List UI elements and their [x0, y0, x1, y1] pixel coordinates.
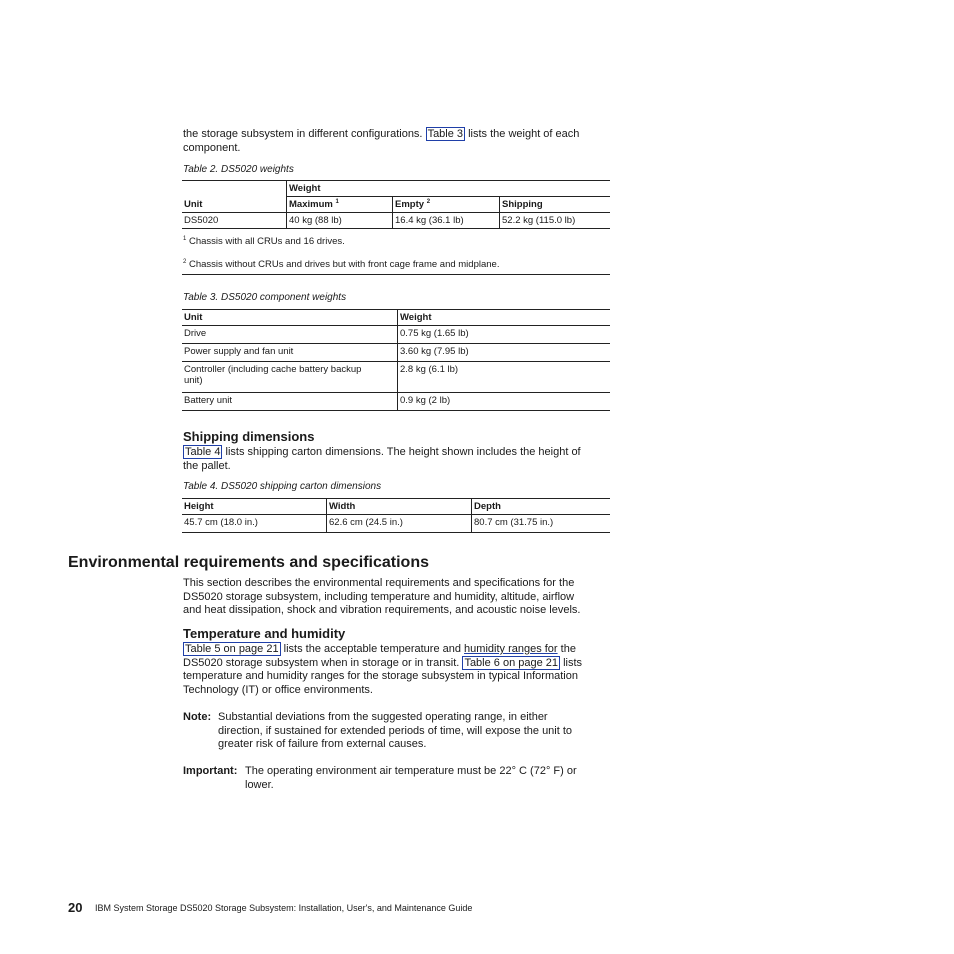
- important-line-2: lower.: [245, 779, 274, 791]
- col-unit: Unit: [184, 198, 203, 210]
- shipping-line-2: the pallet.: [183, 460, 231, 472]
- env-line-1: This section describes the environmental requirements and specifications for the: [183, 577, 575, 589]
- intro-text-end: lists the weight of each: [468, 128, 580, 140]
- table-3-caption: Table 3. DS5020 component weights: [183, 292, 347, 303]
- temp-line-2: DS5020 storage subsystem when in storage or in transit. Table 6 on page 21 lists: [183, 657, 583, 669]
- temp-line-3: temperature and humidity ranges for the storage subsystem in typical Information: [183, 670, 578, 682]
- shipping-heading: Shipping dimensions: [183, 429, 315, 444]
- table-3-link[interactable]: Table 3: [427, 128, 464, 140]
- intro-text: the storage subsystem in different configurations.: [183, 128, 423, 140]
- important-line-1: The operating environment air temperature must be 22° C (72° F) or: [245, 765, 577, 777]
- intro-line-1: [183, 128, 579, 142]
- table-row: DS5020 40 kg (88 lb) 16.4 kg (36.1 lb) 52.2 kg (115.0 lb): [182, 213, 610, 229]
- table-6-link[interactable]: Table 6 on page 21: [464, 657, 559, 669]
- note-line-3: greater risk of failure from external causes.: [218, 738, 427, 750]
- table-row: Drive 0.75 kg (1.65 lb): [182, 326, 610, 344]
- footer-title: IBM System Storage DS5020 Storage Subsystem: Installation, User's, and Maintenance Guide: [95, 903, 473, 913]
- table-2-bottom-rule: [182, 274, 610, 275]
- important-label: Important:: [183, 765, 238, 777]
- environmental-heading: Environmental requirements and specifications: [68, 554, 429, 571]
- table-3: [182, 309, 610, 411]
- weight-group-header: Weight: [287, 181, 611, 197]
- table-4: [182, 498, 610, 533]
- table-row: Battery unit 0.9 kg (2 lb): [182, 393, 610, 411]
- table-4-link[interactable]: Table 4: [185, 446, 221, 458]
- col-width: Width: [327, 499, 472, 515]
- humidity-ranges-link[interactable]: humidity ranges for: [464, 643, 558, 655]
- page-number: 20: [68, 900, 83, 915]
- intro-line-2: component.: [183, 142, 241, 154]
- table-2-footnote-2: $^2$ Chassis without CRUs and drives but with front cage frame and midplane.: [183, 258, 500, 270]
- env-line-3: and heat dissipation, shock and vibration requirements, and acoustic noise levels.: [183, 604, 581, 616]
- env-line-2: DS5020 storage subsystem, including temperature and humidity, altitude, airflow: [183, 591, 575, 603]
- table-row: Controller (including cache battery backup unit) 2.8 kg (6.1 lb): [182, 362, 610, 393]
- shipping-line-1: Table 4 lists shipping carton dimensions. The height shown includes the height of: [185, 446, 581, 458]
- col-height: Height: [184, 501, 214, 512]
- col-unit: Unit: [184, 312, 203, 323]
- table-2-caption: Table 2. DS5020 weights: [183, 164, 294, 175]
- note-line-1: Substantial deviations from the suggested operating range, in either: [218, 711, 548, 723]
- temperature-heading: Temperature and humidity: [183, 626, 346, 641]
- col-weight: Weight: [398, 310, 611, 326]
- temp-line-1: Table 5 on page 21 lists the acceptable temperature and humidity ranges for the: [185, 643, 576, 655]
- table-4-caption: Table 4. DS5020 shipping carton dimensions: [183, 481, 382, 492]
- table-row: Power supply and fan unit 3.60 kg (7.95 lb): [182, 344, 610, 362]
- table-2: [182, 180, 610, 229]
- table-row: 45.7 cm (18.0 in.) 62.6 cm (24.5 in.) 80.7 cm (31.75 in.): [182, 515, 610, 533]
- col-empty: Empty $^2$: [393, 197, 500, 213]
- col-depth: Depth: [472, 499, 611, 515]
- temp-line-4: Technology (IT) or office environments.: [183, 684, 373, 696]
- col-maximum: Maximum $^1$: [287, 197, 393, 213]
- note-line-2: direction, if sustained for extended periods of time, will expose the unit to: [218, 725, 573, 737]
- table-2-footnote-1: $^1$ Chassis with all CRUs and 16 drives.: [183, 235, 345, 247]
- table-5-link[interactable]: Table 5 on page 21: [185, 643, 279, 655]
- col-shipping: Shipping: [500, 197, 611, 213]
- note-label: Note:: [183, 711, 212, 723]
